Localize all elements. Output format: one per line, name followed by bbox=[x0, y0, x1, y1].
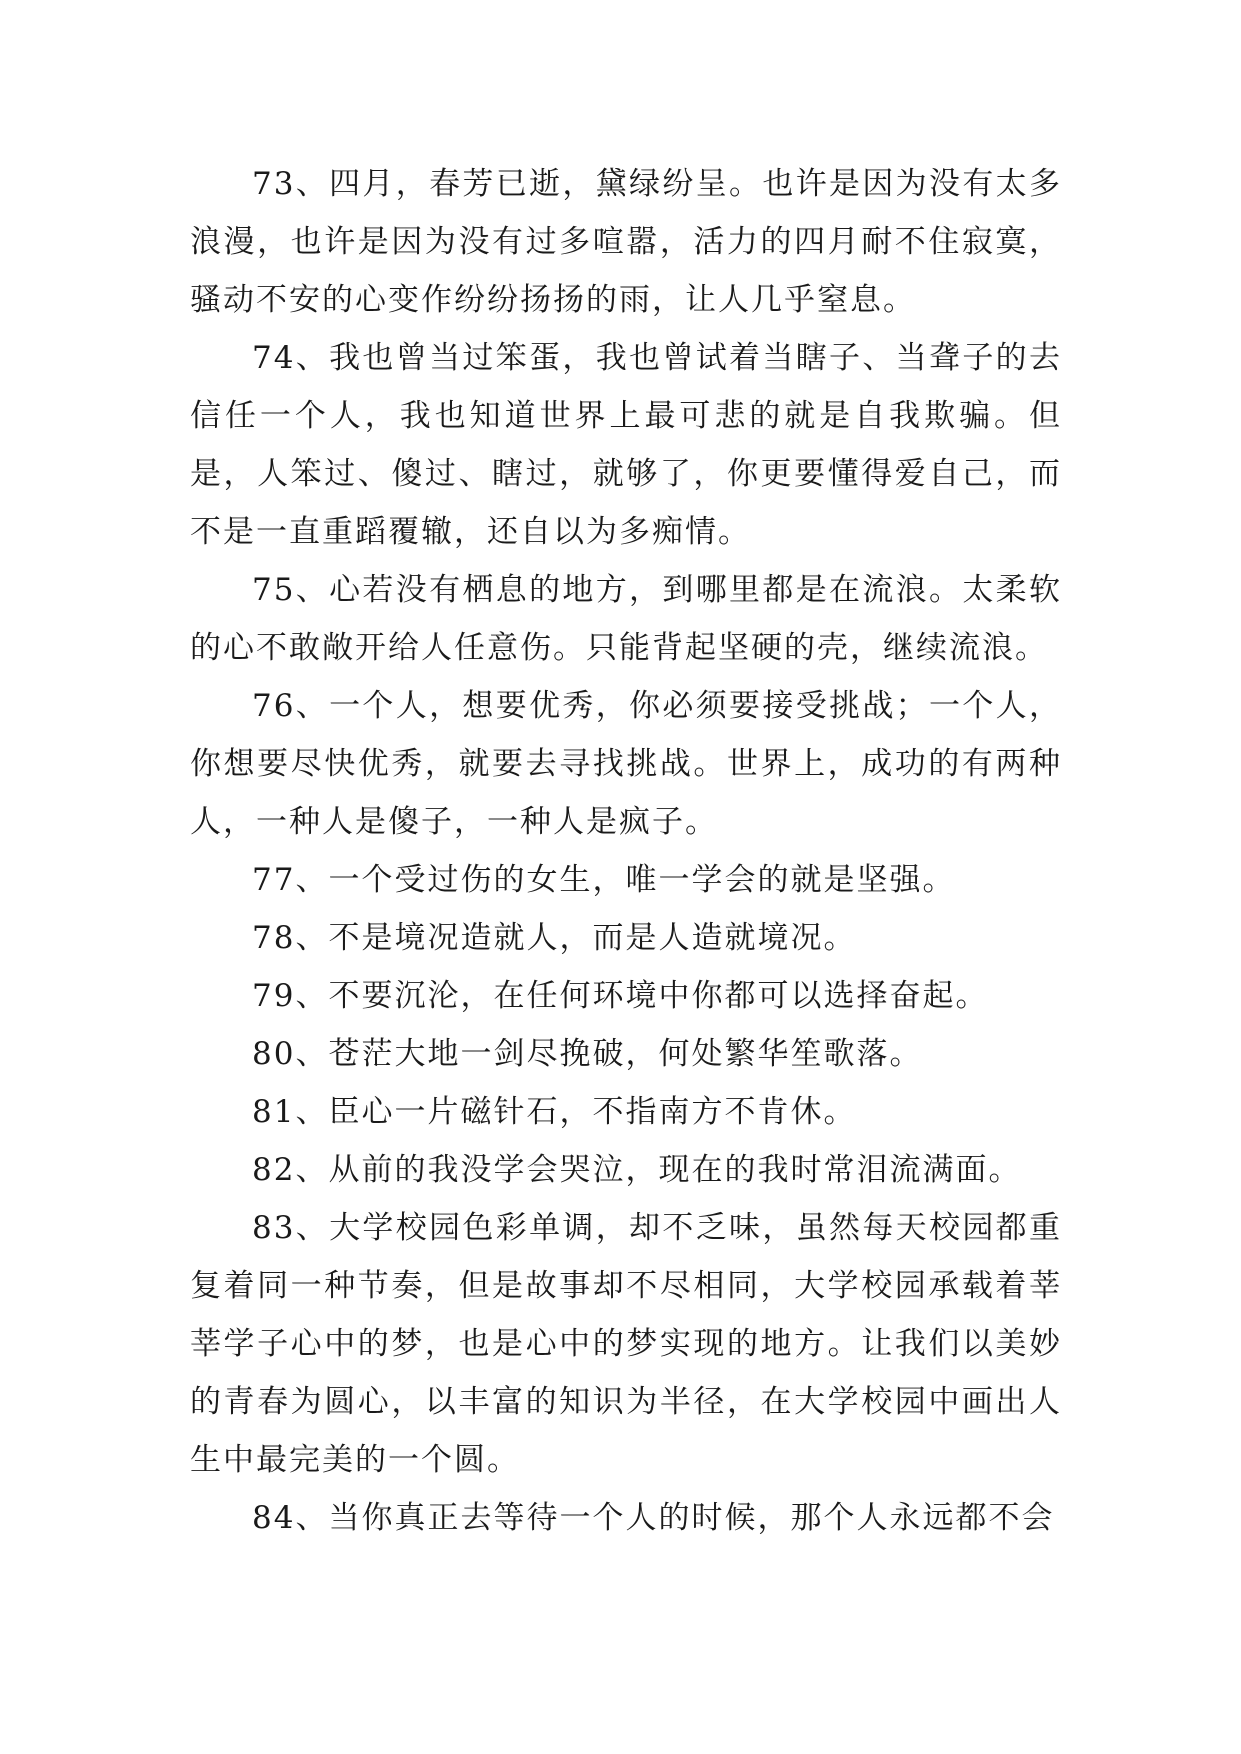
document-body bbox=[190, 155, 1062, 1547]
paragraph-79: 79、不要沉沦，在任何环境中你都可以选择奋起。 bbox=[252, 978, 989, 1014]
paragraph-78: 78、不是境况造就人，而是人造就境况。 bbox=[252, 920, 857, 956]
paragraph-82: 82、从前的我没学会哭泣，现在的我时常泪流满面。 bbox=[252, 1152, 1022, 1188]
paragraph-83: 83、大学校园色彩单调，却不乏味，虽然每天校园都重复着同一种节奏，但是故事却不尽相同，大学校园承载着莘莘学子心中的梦，也是心中的梦实现的地方。让我们以美妙的青春为圆心，以丰富的知识为半径，在大学校园中画出人生中最完美的一个圆。 bbox=[190, 1210, 1062, 1478]
paragraph-84: 84、当你真正去等待一个人的时候，那个人永远都不会 bbox=[252, 1500, 1055, 1536]
paragraph-80: 80、苍茫大地一剑尽挽破，何处繁华笙歌落。 bbox=[252, 1036, 923, 1072]
paragraph-73: 73、四月，春芳已逝，黛绿纷呈。也许是因为没有太多浪漫，也许是因为没有过多喧嚣，活力的四月耐不住寂寞，骚动不安的心变作纷纷扬扬的雨，让人几乎窒息。 bbox=[190, 166, 1062, 318]
paragraph-81: 81、臣心一片磁针石，不指南方不肯休。 bbox=[252, 1094, 857, 1130]
paragraph-74: 74、我也曾当过笨蛋，我也曾试着当瞎子、当聋子的去信任一个人，我也知道世界上最可悲的就是自我欺骗。但是，人笨过、傻过、瞎过，就够了，你更要懂得爱自己，而不是一直重蹈覆辙，还自以为多痴情。 bbox=[190, 340, 1062, 550]
paragraph-75: 75、心若没有栖息的地方，到哪里都是在流浪。太柔软的心不敢敞开给人任意伤。只能背起坚硬的壳，继续流浪。 bbox=[190, 572, 1062, 666]
paragraph-76: 76、一个人，想要优秀，你必须要接受挑战；一个人，你想要尽快优秀，就要去寻找挑战。世界上，成功的有两种人，一种人是傻子，一种人是疯子。 bbox=[190, 688, 1062, 840]
paragraph-77: 77、一个受过伤的女生，唯一学会的就是坚强。 bbox=[252, 862, 956, 898]
